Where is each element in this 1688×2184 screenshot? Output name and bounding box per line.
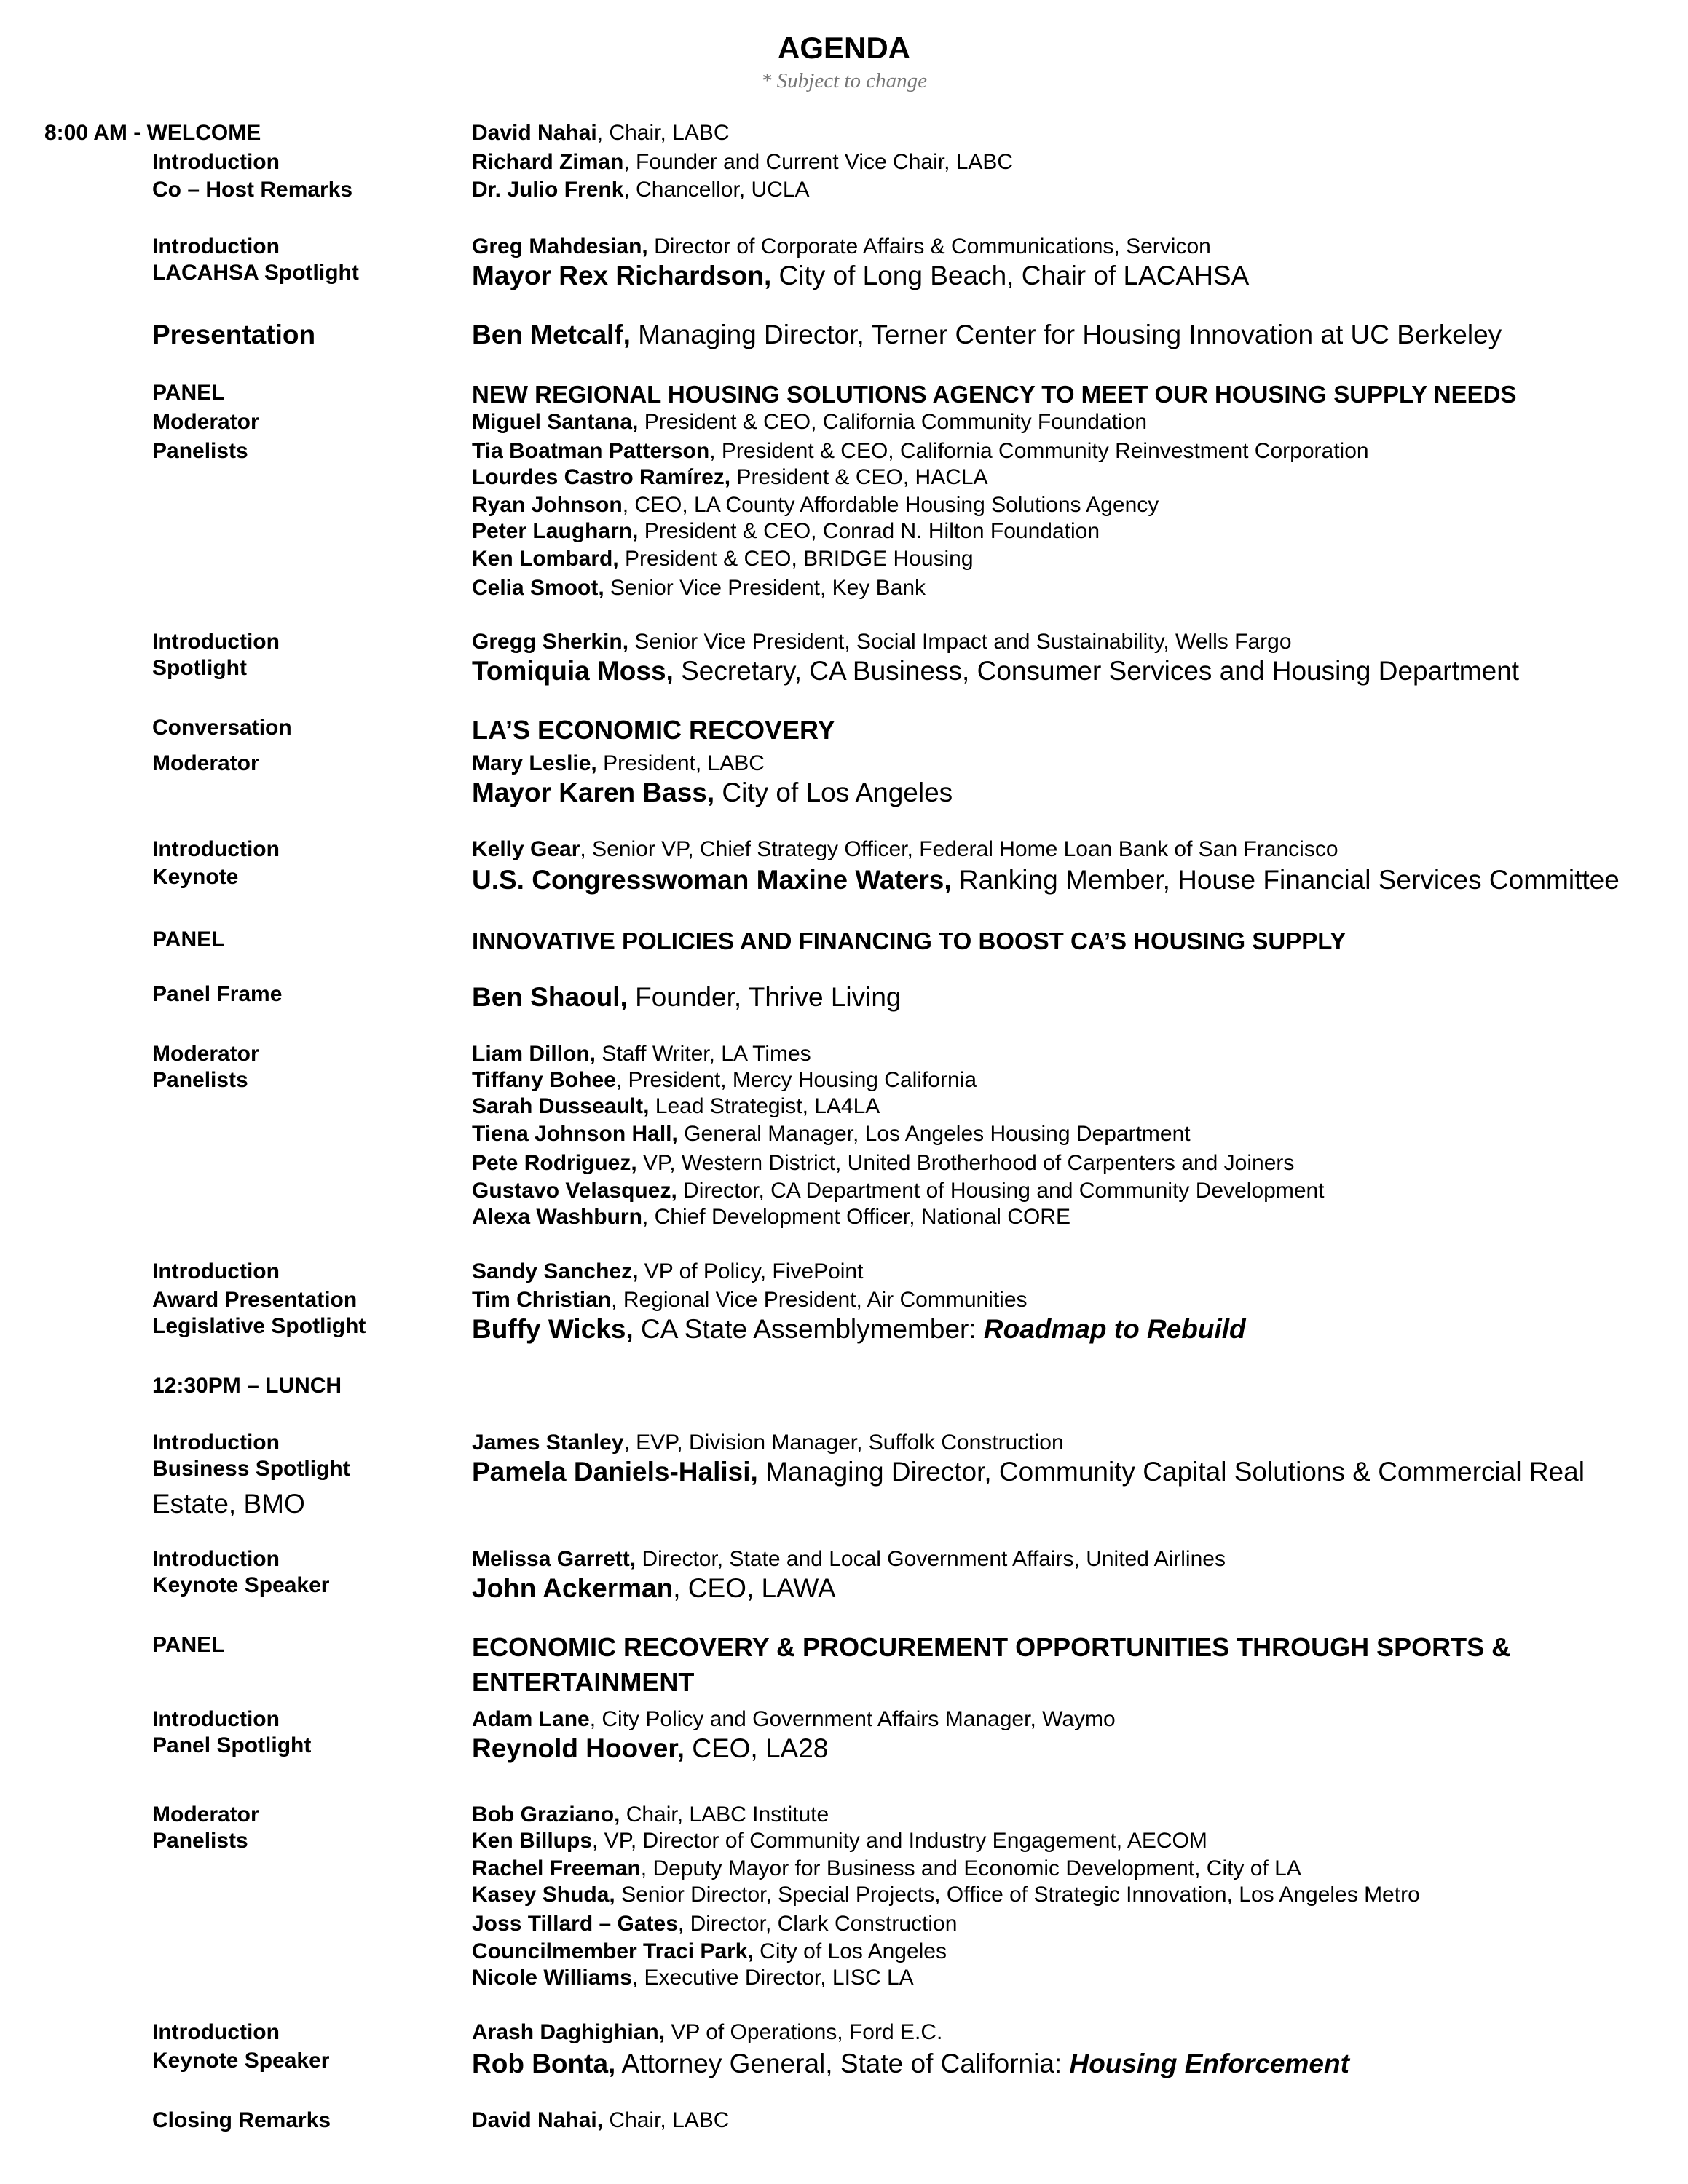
speaker-line — [472, 494, 1159, 516]
talk-title: Housing Enforcement — [1069, 2049, 1349, 2079]
session-label: Introduction — [152, 837, 280, 861]
session-label: Panelists — [152, 1829, 248, 1853]
speaker-name: Miguel Santana, — [472, 409, 639, 434]
speaker-line — [472, 1261, 863, 1283]
speaker-line — [472, 1069, 977, 1091]
speaker-title: President & CEO, Conrad N. Hilton Foundation — [638, 519, 1100, 543]
session-label: Legislative Spotlight — [152, 1314, 366, 1339]
speaker-title: VP of Operations, Ford E.C. — [665, 2019, 943, 2044]
speaker-title: , Deputy Mayor for Business and Economic Development, City of LA — [640, 1856, 1301, 1881]
speaker-name: Joss Tillard – Gates — [472, 1912, 678, 1936]
speaker-name: Gregg Sherkin, — [472, 630, 629, 654]
speaker-line — [472, 1152, 1294, 1174]
speaker-name: Sarah Dusseault, — [472, 1094, 650, 1119]
speaker-name: ENTERTAINMENT — [472, 1666, 695, 1697]
speaker-line — [472, 151, 1013, 173]
talk-title: Roadmap to Rebuild — [983, 1314, 1246, 1345]
speaker-title: , President, Mercy Housing California — [615, 1068, 977, 1093]
speaker-line — [472, 1458, 1585, 1485]
speaker-title: , EVP, Division Manager, Suffolk Construction — [623, 1431, 1064, 1455]
speaker-title: Managing Director, Terner Center for Housing Innovation at UC Berkeley — [630, 320, 1502, 350]
speaker-title: Chair, LABC — [603, 2108, 730, 2133]
speaker-line — [472, 122, 729, 144]
session-heading — [472, 382, 1516, 406]
speaker-line — [472, 1913, 957, 1935]
speaker-title: , Chief Development Officer, National CORE — [642, 1205, 1070, 1230]
speaker-name: David Nahai, — [472, 2108, 604, 2133]
speaker-name: Mayor Karen Bass, — [472, 778, 715, 808]
speaker-line — [472, 1572, 836, 1603]
speaker-title: Chair, LABC Institute — [620, 1803, 829, 1827]
speaker-title: Senior Vice President, Social Impact and Sustainability, Wells Fargo — [628, 630, 1292, 654]
speaker-line — [472, 631, 1292, 653]
session-label: PANEL — [152, 927, 225, 951]
speaker-title: Attorney General, State of California: — [615, 2049, 1070, 2079]
speaker-name: Lourdes Castro Ramírez, — [472, 464, 731, 489]
speaker-name: Richard Ziman — [472, 149, 624, 174]
speaker-title: , Chair, LABC — [596, 120, 730, 145]
session-label: Panel Frame — [152, 982, 283, 1007]
speaker-title: Ranking Member, House Financial Services Committee — [951, 864, 1620, 895]
speaker-title: CEO, LA28 — [684, 1733, 829, 1764]
session-label: Introduction — [152, 630, 280, 654]
speaker-name: Gustavo Velasquez, — [472, 1179, 677, 1203]
session-heading — [472, 1666, 695, 1697]
speaker-line — [472, 1548, 1226, 1570]
session-label: Moderator — [152, 409, 259, 434]
session-label: Spotlight — [152, 656, 247, 681]
speaker-title: Founder, Thrive Living — [627, 982, 902, 1013]
speaker-name: Mayor Rex Richardson, — [472, 260, 772, 290]
speaker-name: John Ackerman — [472, 1572, 674, 1603]
speaker-name: U.S. Congresswoman Maxine Waters, — [472, 864, 952, 895]
speaker-line — [472, 262, 1249, 289]
speaker-title: Secretary, CA Business, Consumer Services and Housing Department — [673, 656, 1520, 687]
speaker-line — [472, 1180, 1325, 1202]
speaker-line — [472, 839, 1338, 860]
speaker-line — [472, 656, 1520, 687]
speaker-title: Senior Director, Special Projects, Office of Strategic Innovation, Los Angeles Metro — [615, 1883, 1420, 1907]
session-label: Introduction — [152, 2019, 280, 2044]
speaker-title: Lead Strategist, LA4LA — [649, 1094, 880, 1119]
speaker-line — [472, 1967, 914, 1989]
speaker-name: Kelly Gear — [472, 837, 580, 861]
session-label: Panelists — [152, 1068, 248, 1093]
speaker-name: Ken Lombard, — [472, 547, 619, 571]
speaker-title: , Founder and Current Vice Chair, LABC — [623, 149, 1014, 174]
session-label: 12:30PM – LUNCH — [152, 1374, 342, 1398]
speaker-name: LA’S ECONOMIC RECOVERY — [472, 715, 835, 745]
session-label: Panel Spotlight — [152, 1733, 312, 1758]
speaker-line — [472, 1941, 947, 1963]
speaker-name: Rob Bonta, — [472, 2049, 616, 2079]
speaker-title: , CEO, LAWA — [673, 1572, 836, 1603]
speaker-name: Mary Leslie, — [472, 751, 597, 776]
page-subtitle: * Subject to change — [761, 69, 927, 92]
speaker-title: City of Los Angeles — [753, 1939, 947, 1964]
session-label: Award Presentation — [152, 1288, 358, 1313]
session-label: Business Spotlight — [152, 1457, 350, 1481]
speaker-line — [472, 1884, 1420, 1906]
speaker-title: CA State Assemblymember: — [633, 1314, 984, 1345]
speaker-name: Arash Daghighian, — [472, 2019, 666, 2044]
speaker-title: , Director, Clark Construction — [677, 1912, 958, 1936]
speaker-title: General Manager, Los Angeles Housing Department — [677, 1122, 1191, 1147]
speaker-title: Staff Writer, LA Times — [596, 1042, 811, 1067]
speaker-name: Peter Laugharn, — [472, 519, 639, 543]
speaker-name: Liam Dillon, — [472, 1042, 596, 1067]
speaker-name: Bob Graziano, — [472, 1803, 620, 1827]
session-label: Presentation — [152, 320, 316, 350]
speaker-title: VP, Western District, United Brotherhood of Carpenters and Joiners — [636, 1151, 1295, 1176]
speaker-line — [472, 1043, 811, 1065]
speaker-line — [472, 1858, 1301, 1880]
speaker-line — [472, 982, 902, 1013]
speaker-line — [472, 548, 974, 570]
speaker-name: Melissa Garrett, — [472, 1546, 636, 1571]
speaker-name: David Nahai — [472, 120, 597, 145]
session-heading — [472, 929, 1346, 953]
speaker-name: Tiffany Bohee — [472, 1068, 616, 1093]
session-label: Keynote Speaker — [152, 2049, 330, 2073]
speaker-name: Pamela Daniels-Halisi, — [472, 1457, 758, 1487]
speaker-title: President & CEO, HACLA — [730, 464, 988, 489]
speaker-name: Pete Rodriguez, — [472, 1151, 637, 1176]
speaker-name: Tim Christian — [472, 1288, 612, 1313]
speaker-name: Tomiquia Moss, — [472, 656, 674, 687]
speaker-name: Tia Boatman Patterson — [472, 438, 710, 463]
session-heading — [472, 1634, 1510, 1661]
speaker-line — [472, 1709, 1116, 1730]
speaker-name: Ken Billups — [472, 1829, 593, 1853]
speaker-title: Director, CA Department of Housing and Community Development — [677, 1179, 1325, 1203]
speaker-line — [472, 1804, 829, 1826]
session-label: Panelists — [152, 438, 248, 463]
session-label: Conversation — [152, 716, 292, 740]
speaker-line — [472, 321, 1502, 348]
speaker-title: City of Los Angeles — [714, 778, 953, 808]
speaker-name: Dr. Julio Frenk — [472, 177, 624, 202]
speaker-title: City of Long Beach, Chair of LACAHSA — [771, 260, 1250, 290]
speaker-line — [472, 1096, 880, 1117]
session-label: Moderator — [152, 751, 259, 776]
speaker-line — [472, 236, 1211, 258]
speaker-line — [472, 1432, 1064, 1454]
speaker-line — [472, 521, 1100, 542]
session-label: Moderator — [152, 1042, 259, 1067]
speaker-name: Greg Mahdesian, — [472, 234, 648, 258]
speaker-title: President, LABC — [596, 751, 765, 776]
speaker-name: NEW REGIONAL HOUSING SOLUTIONS AGENCY TO MEET OUR HOUSING SUPPLY NEEDS — [472, 381, 1517, 408]
speaker-title: President & CEO, BRIDGE Housing — [618, 547, 974, 571]
speaker-line — [472, 1735, 828, 1762]
speaker-title: , President & CEO, California Community Reinvestment Corporation — [709, 438, 1369, 463]
speaker-title: Senior Vice President, Key Bank — [604, 575, 926, 600]
session-label: Keynote — [152, 864, 239, 889]
speaker-name: Kasey Shuda, — [472, 1883, 615, 1907]
speaker-name: James Stanley — [472, 1431, 624, 1455]
speaker-name: Buffy Wicks, — [472, 1314, 634, 1345]
speaker-line — [472, 411, 1147, 433]
speaker-line — [472, 1314, 1246, 1345]
speaker-title: Managing Director, Community Capital Solutions & Commercial Real — [757, 1457, 1585, 1487]
speaker-name: Councilmember Traci Park, — [472, 1939, 754, 1964]
session-label: Introduction — [152, 149, 280, 174]
speaker-title: Director, State and Local Government Affairs, United Airlines — [636, 1546, 1226, 1571]
speaker-title: , VP, Director of Community and Industry Engagement, AECOM — [592, 1829, 1207, 1853]
session-heading — [472, 717, 835, 743]
speaker-line — [472, 2019, 943, 2044]
speaker-line — [472, 1206, 1070, 1228]
session-label: Estate, BMO — [152, 1488, 305, 1519]
speaker-title: VP of Policy, FivePoint — [638, 1259, 864, 1283]
speaker-line — [472, 440, 1369, 462]
speaker-name: Ben Shaoul, — [472, 982, 628, 1013]
speaker-name: Celia Smoot, — [472, 575, 604, 600]
session-label: 8:00 AM - WELCOME — [44, 120, 261, 145]
session-label: Co – Host Remarks — [152, 177, 353, 202]
session-label: LACAHSA Spotlight — [152, 260, 359, 285]
session-label: Introduction — [152, 1707, 280, 1732]
speaker-title: , City Policy and Government Affairs Manager, Waymo — [589, 1707, 1116, 1732]
speaker-line — [472, 753, 765, 775]
session-label: Introduction — [152, 1546, 280, 1571]
speaker-name: Alexa Washburn — [472, 1205, 642, 1230]
speaker-name: Reynold Hoover, — [472, 1733, 685, 1764]
session-label: Keynote Speaker — [152, 1572, 330, 1597]
speaker-line — [472, 1289, 1028, 1311]
speaker-name: Ryan Johnson — [472, 492, 623, 517]
session-label: Introduction — [152, 234, 280, 258]
session-label: Introduction — [152, 1431, 280, 1455]
speaker-title: , Regional Vice President, Air Communities — [611, 1288, 1028, 1313]
speaker-name: INNOVATIVE POLICIES AND FINANCING TO BOOST CA’S HOUSING SUPPLY — [472, 927, 1346, 954]
speaker-line — [472, 866, 1620, 893]
speaker-name: Rachel Freeman — [472, 1856, 641, 1881]
page-title: AGENDA — [777, 31, 910, 65]
speaker-name: ECONOMIC RECOVERY & PROCUREMENT OPPORTUNITIES THROUGH SPORTS & — [472, 1632, 1511, 1662]
session-label: Introduction — [152, 1259, 280, 1283]
speaker-title: , Chancellor, UCLA — [623, 177, 810, 202]
speaker-title: , Executive Director, LISC LA — [631, 1966, 914, 1990]
speaker-line — [472, 577, 926, 599]
speaker-line — [472, 779, 953, 806]
speaker-line — [472, 179, 810, 201]
speaker-title: , Senior VP, Chief Strategy Officer, Federal Home Loan Bank of San Francisco — [580, 837, 1338, 861]
speaker-line — [472, 1830, 1207, 1852]
session-label: Closing Remarks — [152, 2108, 331, 2133]
speaker-name: Nicole Williams — [472, 1966, 632, 1990]
speaker-line — [472, 464, 988, 489]
speaker-name: Tiena Johnson Hall, — [472, 1122, 678, 1147]
session-label: PANEL — [152, 381, 225, 405]
speaker-line — [472, 2050, 1349, 2077]
speaker-name: Sandy Sanchez, — [472, 1259, 639, 1283]
speaker-name: Adam Lane — [472, 1707, 590, 1732]
session-label: PANEL — [152, 1633, 225, 1657]
speaker-title: , CEO, LA County Affordable Housing Solutions Agency — [622, 492, 1159, 517]
session-label: Moderator — [152, 1803, 259, 1827]
speaker-title: President & CEO, California Community Foundation — [638, 409, 1148, 434]
speaker-title: Director of Corporate Affairs & Communications, Servicon — [647, 234, 1211, 258]
speaker-line — [472, 1123, 1191, 1145]
speaker-name: Ben Metcalf, — [472, 320, 631, 350]
speaker-line — [472, 2110, 729, 2132]
